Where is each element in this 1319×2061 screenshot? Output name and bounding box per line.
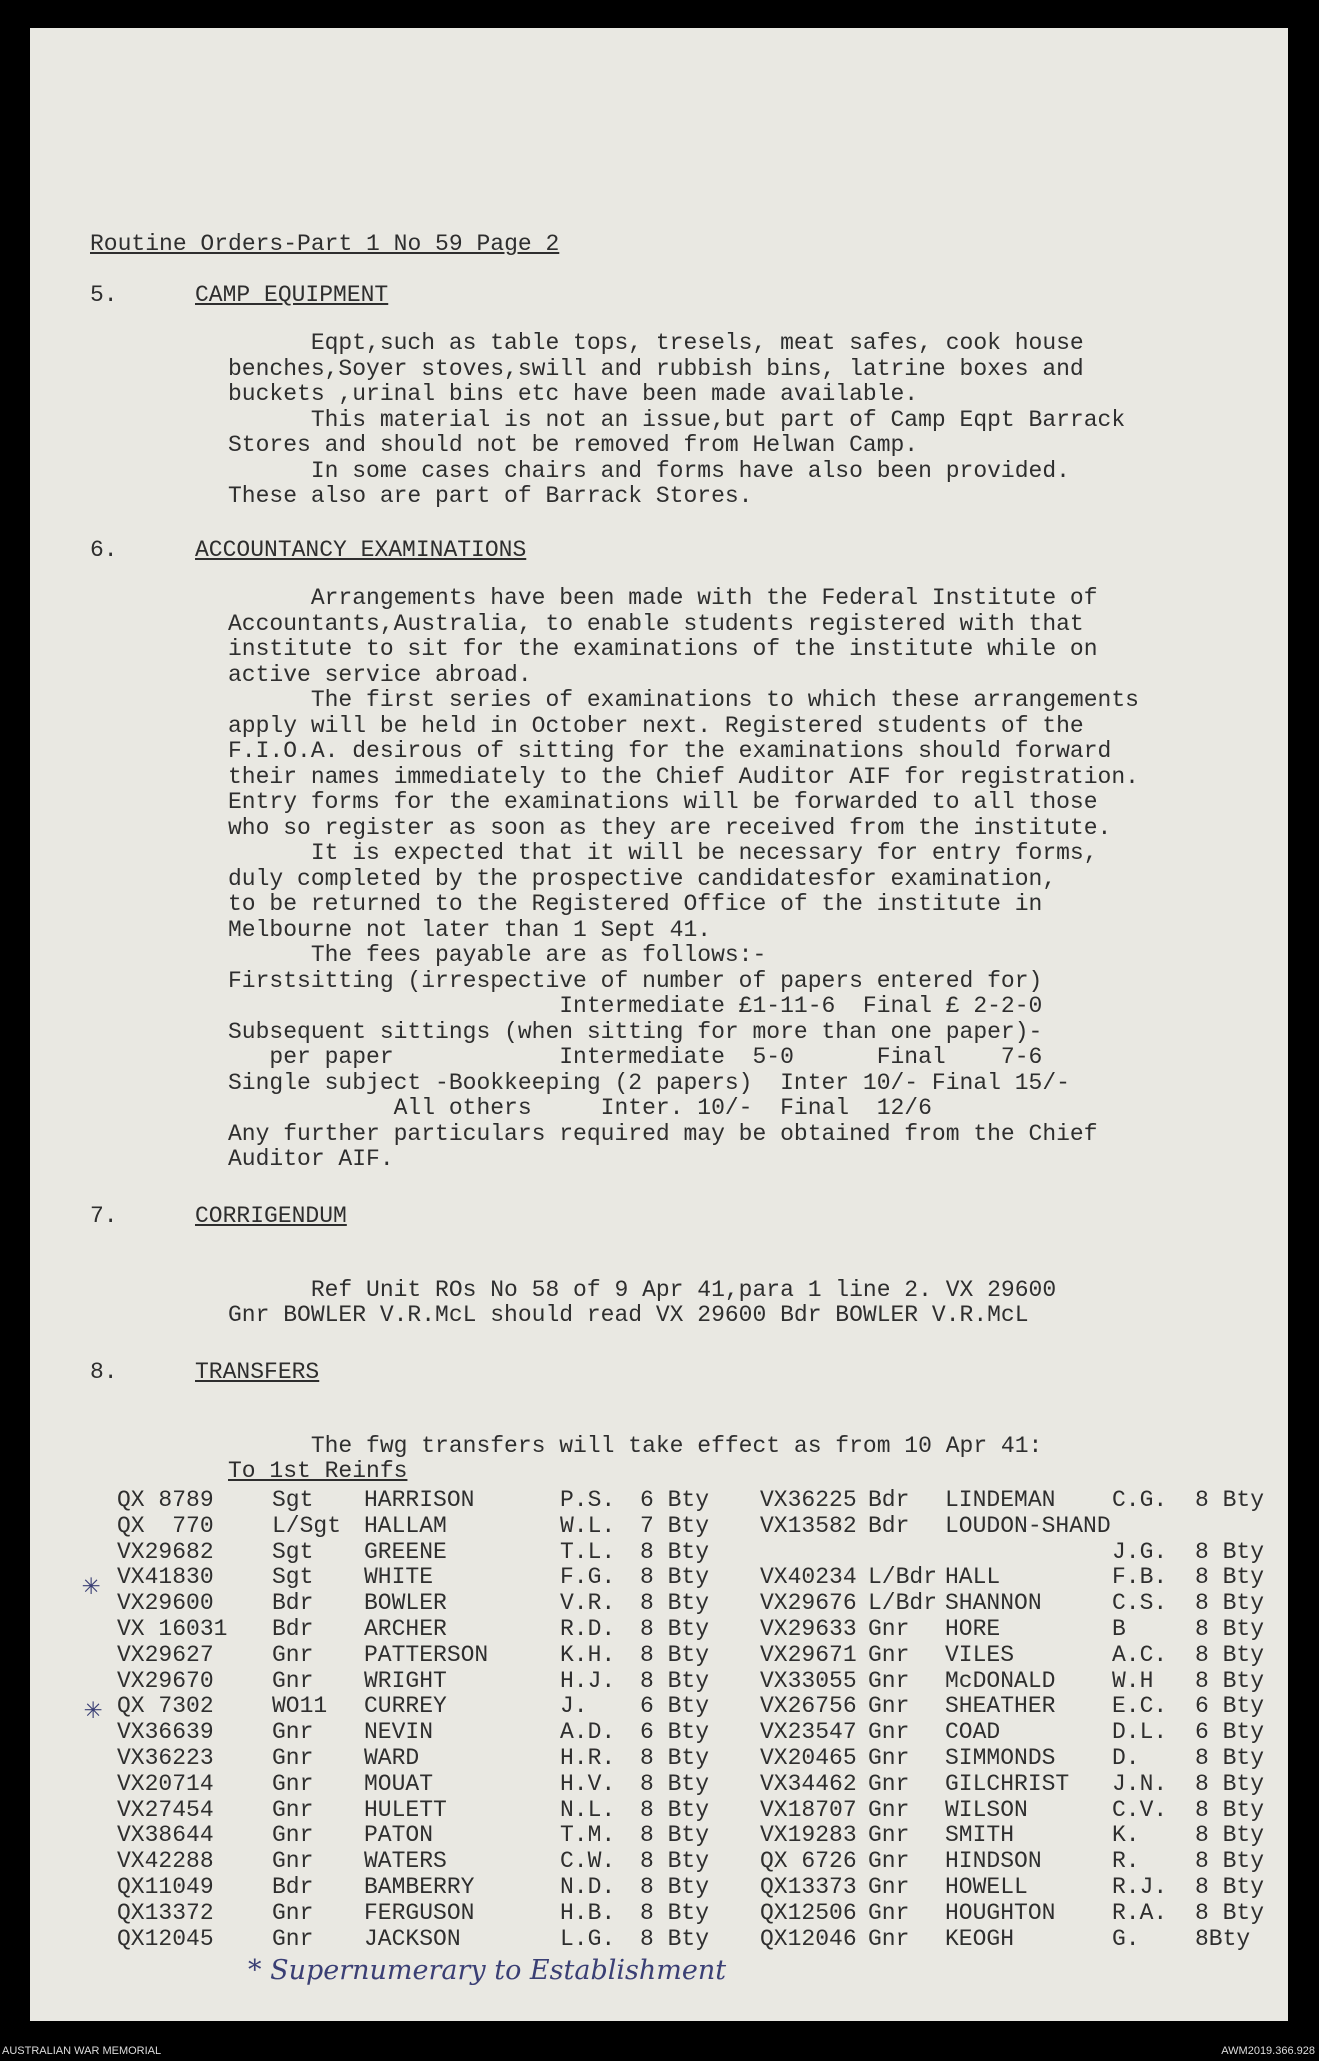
table-cell: N.D.: [560, 1874, 616, 1900]
table-cell: ARCHER: [364, 1616, 447, 1642]
table-cell: QX 7302: [117, 1693, 214, 1720]
table-row: [0, 1874, 1319, 1900]
table-cell: KEOGH: [945, 1925, 1015, 1952]
table-cell: WO11: [272, 1693, 328, 1720]
table-cell: 8 Bty: [1195, 1770, 1265, 1797]
table-cell: Gnr: [868, 1796, 910, 1823]
table-cell: 6 Bty: [1195, 1719, 1265, 1746]
table-cell: Gnr: [868, 1745, 910, 1771]
table-cell: 8 Bty: [640, 1899, 710, 1926]
table-cell: P.S.: [560, 1487, 616, 1513]
table-cell: 8 Bty: [640, 1822, 710, 1849]
table-cell: VX36639: [117, 1719, 214, 1746]
table-cell: Bdr: [868, 1487, 910, 1513]
table-cell: 8 Bty: [640, 1616, 710, 1642]
table-cell: Gnr: [272, 1822, 314, 1849]
asterisk-mark-2: ✳: [84, 1691, 103, 1726]
table-cell: 8 Bty: [640, 1745, 710, 1771]
body-text-line: Intermediate £1-11-6 Final £ 2-2-0: [228, 993, 1043, 1019]
table-cell: 8 Bty: [1195, 1667, 1265, 1694]
table-cell: J.: [560, 1693, 588, 1720]
table-cell: WHITE: [364, 1564, 434, 1591]
table-cell: Bdr: [272, 1874, 314, 1900]
table-cell: 8 Bty: [640, 1641, 710, 1668]
table-cell: BAMBERRY: [364, 1874, 475, 1900]
table-cell: VX19283: [760, 1822, 857, 1849]
table-cell: Gnr: [868, 1693, 910, 1720]
body-text-line: Eqpt,such as table tops, tresels, meat safes, cook house: [228, 330, 1084, 356]
body-text-line: buckets ,urinal bins etc have been made available.: [228, 381, 919, 407]
table-cell: QX12046: [760, 1925, 857, 1952]
footer-archive-name: AUSTRALIAN WAR MEMORIAL: [2, 2045, 162, 2057]
table-cell: J.G.: [1112, 1538, 1168, 1565]
table-cell: Gnr: [272, 1848, 314, 1875]
table-cell: SMITH: [945, 1822, 1015, 1849]
table-row: [0, 1513, 1319, 1539]
table-cell: Gnr: [272, 1641, 314, 1668]
table-row: [0, 1693, 1319, 1719]
table-cell: Bdr: [272, 1616, 314, 1642]
table-cell: L/Bdr: [868, 1564, 938, 1591]
table-cell: 8 Bty: [640, 1848, 710, 1875]
body-text-line: These also are part of Barrack Stores.: [228, 483, 753, 509]
table-cell: LINDEMAN: [945, 1487, 1056, 1513]
table-cell: 8 Bty: [640, 1538, 710, 1565]
table-cell: VX34462: [760, 1770, 857, 1797]
table-cell: VX33055: [760, 1667, 857, 1694]
section-number: 7.: [90, 1203, 118, 1229]
table-cell: CURREY: [364, 1693, 447, 1720]
table-cell: H.J.: [560, 1667, 616, 1694]
table-cell: C.W.: [560, 1848, 616, 1875]
body-text-line: Melbourne not later than 1 Sept 41.: [228, 916, 712, 943]
table-cell: A.C.: [1112, 1641, 1168, 1668]
table-cell: HORE: [945, 1616, 1001, 1642]
table-cell: Gnr: [868, 1848, 910, 1875]
table-cell: Gnr: [272, 1899, 314, 1926]
body-text-line: Ref Unit ROs No 58 of 9 Apr 41,para 1 line 2. VX 29600: [228, 1276, 1057, 1303]
table-cell: 6 Bty: [1195, 1693, 1265, 1720]
body-text-line: Single subject -Bookkeeping (2 papers) Inter 10/- Final 15/-: [228, 1069, 1070, 1096]
table-cell: 6 Bty: [640, 1719, 710, 1746]
table-cell: Sgt: [272, 1538, 314, 1565]
table-cell: SHANNON: [945, 1590, 1042, 1617]
body-text-line: It is expected that it will be necessary for entry forms,: [228, 840, 1098, 866]
table-cell: Gnr: [868, 1925, 910, 1952]
footer-reference: AWM2019.366.928: [1221, 2045, 1315, 2057]
table-cell: 8 Bty: [1195, 1899, 1265, 1926]
table-cell: 8 Bty: [640, 1667, 710, 1694]
table-cell: SIMMONDS: [945, 1745, 1056, 1771]
table-cell: VX27454: [117, 1796, 214, 1823]
table-cell: L.G.: [560, 1925, 616, 1952]
table-cell: QX12506: [760, 1899, 857, 1926]
body-text-line: per paper Intermediate 5-0 Final 7-6: [228, 1044, 1043, 1070]
body-text-line: their names immediately to the Chief Auditor AIF for registration.: [228, 763, 1139, 790]
table-cell: HARRISON: [364, 1487, 475, 1513]
table-cell: D.L.: [1112, 1719, 1168, 1746]
table-cell: VILES: [945, 1641, 1015, 1668]
body-text-line: In some cases chairs and forms have also been provided.: [228, 457, 1070, 484]
handwritten-note: * Supernumerary to Establishment: [248, 1955, 727, 1986]
table-cell: VX40234: [760, 1564, 857, 1591]
table-cell: VX36225: [760, 1487, 857, 1513]
table-cell: 8 Bty: [1195, 1745, 1265, 1771]
body-text-line: The fees payable are as follows:-: [228, 942, 767, 968]
table-cell: WRIGHT: [364, 1667, 447, 1694]
table-cell: Gnr: [272, 1925, 314, 1952]
table-row: [0, 1539, 1319, 1565]
table-cell: E.C.: [1112, 1693, 1168, 1720]
body-text-line: Accountants,Australia, to enable students registered with that: [228, 610, 1084, 637]
section-heading: ACCOUNTANCY EXAMINATIONS: [195, 537, 527, 563]
table-row: [0, 1616, 1319, 1642]
table-cell: K.: [1112, 1822, 1140, 1849]
table-cell: BOWLER: [364, 1590, 447, 1617]
body-text-line: to be returned to the Registered Office of the institute in: [228, 891, 1043, 917]
table-cell: QX 770: [117, 1512, 214, 1539]
body-text-line: benches,Soyer stoves,swill and rubbish bins, latrine boxes and: [228, 355, 1084, 382]
table-cell: R.D.: [560, 1616, 616, 1642]
table-cell: K.H.: [560, 1641, 616, 1668]
table-cell: SHEATHER: [945, 1693, 1056, 1720]
table-cell: WARD: [364, 1745, 420, 1771]
table-cell: 8 Bty: [1195, 1822, 1265, 1849]
table-cell: 8 Bty: [1195, 1796, 1265, 1823]
table-cell: Gnr: [868, 1667, 910, 1694]
table-cell: VX38644: [117, 1822, 214, 1849]
table-cell: C.V.: [1112, 1796, 1168, 1823]
table-cell: W.H: [1112, 1667, 1154, 1694]
body-text-line: duly completed by the prospective candidatesfor examination,: [228, 865, 1057, 892]
body-text-line: The fwg transfers will take effect as from 10 Apr 41:: [228, 1432, 1043, 1459]
table-cell: 8 Bty: [1195, 1564, 1265, 1591]
section-heading: CAMP EQUIPMENT: [195, 282, 389, 308]
table-row: [0, 1822, 1319, 1848]
table-row: [0, 1797, 1319, 1823]
table-row: [0, 1590, 1319, 1616]
page-title: Routine Orders-Part 1 No 59 Page 2: [90, 231, 560, 257]
table-cell: VX29633: [760, 1616, 857, 1642]
table-cell: QX 8789: [117, 1487, 214, 1513]
table-cell: H.R.: [560, 1745, 616, 1771]
table-cell: R.J.: [1112, 1874, 1168, 1900]
table-cell: NEVIN: [364, 1719, 434, 1746]
table-cell: VX36223: [117, 1745, 214, 1771]
table-cell: C.G.: [1112, 1487, 1168, 1513]
body-text-line: Stores and should not be removed from Helwan Camp.: [228, 432, 919, 458]
body-text-line: Gnr BOWLER V.R.McL should read VX 29600 Bdr BOWLER V.R.McL: [228, 1302, 1029, 1328]
table-cell: HOUGHTON: [945, 1899, 1056, 1926]
asterisk-mark-1: ✳: [82, 1567, 101, 1602]
table-cell: 8 Bty: [640, 1770, 710, 1797]
table-cell: C.S.: [1112, 1590, 1168, 1617]
body-text-line: Subsequent sittings (when sitting for more than one paper)-: [228, 1018, 1043, 1045]
table-cell: H.V.: [560, 1770, 616, 1797]
table-cell: 8 Bty: [640, 1874, 710, 1900]
table-cell: HOWELL: [945, 1874, 1028, 1900]
body-text-line: institute to sit for the examinations of the institute while on: [228, 636, 1098, 662]
table-cell: 8 Bty: [1195, 1590, 1265, 1617]
table-cell: F.B.: [1112, 1564, 1168, 1591]
table-cell: VX41830: [117, 1564, 214, 1591]
table-cell: MOUAT: [364, 1770, 434, 1797]
table-cell: VX 16031: [117, 1616, 228, 1642]
transfers-subheading: To 1st Reinfs: [228, 1458, 408, 1484]
table-cell: Gnr: [272, 1770, 314, 1797]
body-text-line: The first series of examinations to which these arrangements: [228, 687, 1139, 713]
table-cell: VX29676: [760, 1590, 857, 1617]
body-text-line: Any further particulars required may be obtained from the Chief: [228, 1120, 1098, 1147]
table-cell: FERGUSON: [364, 1899, 475, 1926]
table-cell: VX23547: [760, 1719, 857, 1746]
table-cell: Gnr: [272, 1745, 314, 1771]
body-text-line: apply will be held in October next. Registered students of the: [228, 712, 1084, 739]
table-cell: PATON: [364, 1822, 434, 1849]
table-cell: 8 Bty: [1195, 1874, 1265, 1900]
table-cell: 8 Bty: [1195, 1616, 1265, 1642]
table-cell: LOUDON-SHAND: [945, 1512, 1111, 1539]
table-cell: A.D.: [560, 1719, 616, 1746]
table-cell: Gnr: [868, 1822, 910, 1849]
table-cell: VX18707: [760, 1796, 857, 1823]
table-cell: 8 Bty: [640, 1590, 710, 1617]
table-cell: 8 Bty: [640, 1925, 710, 1952]
table-cell: GREENE: [364, 1538, 447, 1565]
table-cell: VX42288: [117, 1848, 214, 1875]
body-text-line: active service abroad.: [228, 661, 532, 688]
table-cell: Bdr: [272, 1590, 314, 1617]
table-cell: 8 Bty: [640, 1796, 710, 1823]
body-text-line: Auditor AIF.: [228, 1146, 394, 1172]
table-cell: VX29682: [117, 1538, 214, 1565]
table-cell: QX 6726: [760, 1848, 857, 1875]
table-cell: VX29600: [117, 1590, 214, 1617]
table-cell: VX29627: [117, 1641, 214, 1668]
body-text-line: Entry forms for the examinations will be forwarded to all those: [228, 789, 1098, 815]
table-cell: JACKSON: [364, 1925, 461, 1952]
table-row: [0, 1564, 1319, 1590]
table-cell: QX13372: [117, 1899, 214, 1926]
section-number: 5.: [90, 282, 118, 308]
body-text-line: Firstsitting (irrespective of number of papers entered for): [228, 967, 1043, 994]
section-heading: TRANSFERS: [195, 1359, 320, 1385]
table-row: [0, 1719, 1319, 1745]
table-cell: Bdr: [868, 1512, 910, 1539]
table-cell: 6 Bty: [640, 1487, 710, 1513]
table-cell: VX13582: [760, 1512, 857, 1539]
table-cell: HINDSON: [945, 1848, 1042, 1875]
table-cell: Gnr: [868, 1899, 910, 1926]
body-text-line: All others Inter. 10/- Final 12/6: [228, 1095, 932, 1121]
table-cell: J.N.: [1112, 1770, 1168, 1797]
table-cell: Gnr: [272, 1667, 314, 1694]
table-cell: 8 Bty: [640, 1564, 710, 1591]
table-cell: HALL: [945, 1564, 1001, 1591]
table-row: [0, 1771, 1319, 1797]
table-cell: 8 Bty: [1195, 1848, 1265, 1875]
table-cell: G.: [1112, 1925, 1140, 1952]
table-row: [0, 1487, 1319, 1513]
table-cell: VX29670: [117, 1667, 214, 1694]
table-cell: McDONALD: [945, 1667, 1056, 1694]
table-cell: R.: [1112, 1848, 1140, 1875]
table-row: [0, 1900, 1319, 1926]
body-text-line: F.I.O.A. desirous of sitting for the examinations should forward: [228, 738, 1112, 764]
table-cell: Gnr: [868, 1616, 910, 1642]
table-cell: 6 Bty: [640, 1693, 710, 1720]
table-row: [0, 1848, 1319, 1874]
table-cell: Gnr: [868, 1719, 910, 1746]
table-cell: T.M.: [560, 1822, 616, 1849]
table-cell: QX12045: [117, 1925, 214, 1952]
table-row: [0, 1642, 1319, 1668]
table-cell: W.L.: [560, 1512, 616, 1539]
table-cell: PATTERSON: [364, 1641, 489, 1668]
table-cell: VX20465: [760, 1745, 857, 1771]
table-cell: 7 Bty: [640, 1512, 710, 1539]
table-cell: R.A.: [1112, 1899, 1168, 1926]
table-cell: VX26756: [760, 1693, 857, 1720]
table-cell: HULETT: [364, 1796, 447, 1823]
table-cell: QX11049: [117, 1874, 214, 1900]
section-number: 8.: [90, 1359, 118, 1385]
body-text-line: Arrangements have been made with the Federal Institute of: [228, 585, 1098, 611]
table-cell: H.B.: [560, 1899, 616, 1926]
table-cell: D.: [1112, 1745, 1140, 1771]
table-row: [0, 1926, 1319, 1952]
table-cell: Gnr: [868, 1641, 910, 1668]
table-cell: QX13373: [760, 1874, 857, 1900]
table-cell: WATERS: [364, 1848, 447, 1875]
table-cell: HALLAM: [364, 1512, 447, 1539]
table-cell: N.L.: [560, 1796, 616, 1823]
table-cell: 8 Bty: [1195, 1538, 1265, 1565]
table-cell: L/Sgt: [272, 1512, 342, 1539]
section-heading: CORRIGENDUM: [195, 1203, 347, 1229]
body-text-line: who so register as soon as they are received from the institute.: [228, 814, 1112, 841]
body-text-line: This material is not an issue,but part of Camp Eqpt Barrack: [228, 406, 1126, 433]
table-cell: 8 Bty: [1195, 1641, 1265, 1668]
table-cell: Sgt: [272, 1487, 314, 1513]
table-cell: Gnr: [868, 1874, 910, 1900]
table-cell: VX29671: [760, 1641, 857, 1668]
table-row: [0, 1668, 1319, 1694]
table-cell: GILCHRIST: [945, 1770, 1070, 1797]
table-cell: Gnr: [272, 1796, 314, 1823]
table-cell: COAD: [945, 1719, 1001, 1746]
table-cell: V.R.: [560, 1590, 616, 1617]
table-cell: 8Bty: [1195, 1925, 1251, 1952]
table-cell: 8 Bty: [1195, 1487, 1265, 1513]
table-cell: F.G.: [560, 1564, 616, 1591]
table-cell: B: [1112, 1616, 1126, 1642]
table-cell: L/Bdr: [868, 1590, 938, 1617]
table-cell: VX20714: [117, 1770, 214, 1797]
table-cell: Gnr: [868, 1770, 910, 1797]
table-cell: Sgt: [272, 1564, 314, 1591]
table-cell: T.L.: [560, 1538, 616, 1565]
table-cell: Gnr: [272, 1719, 314, 1746]
table-cell: WILSON: [945, 1796, 1028, 1823]
section-number: 6.: [90, 537, 118, 563]
table-row: [0, 1745, 1319, 1771]
